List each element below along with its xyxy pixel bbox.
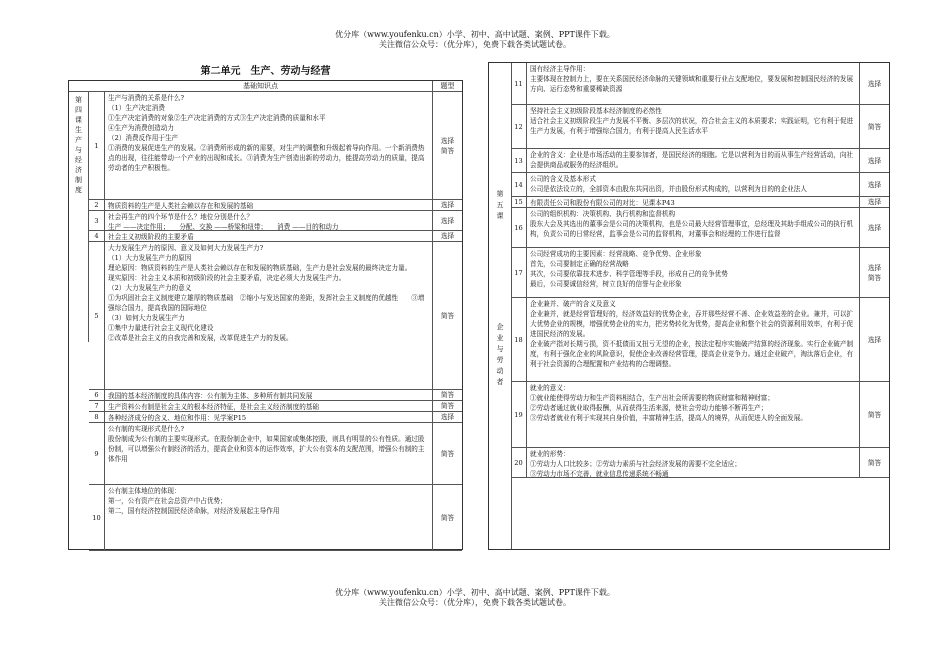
- content-line: 公有制主体地位的体现：: [108, 487, 181, 495]
- row-content: [105, 231, 432, 241]
- question-type: 选择: [859, 298, 889, 381]
- content-line: ①就业能使得劳动力和生产资料相结合，生产出社会所需要的物质财富和精神财富；: [530, 394, 774, 402]
- content-line: 公司的含义及基本形式: [530, 175, 596, 183]
- row-content: [527, 208, 859, 247]
- question-type: 简答: [432, 242, 462, 389]
- content-line: 物质资料的生产是人类社会赖以存在和发展的基础: [108, 202, 254, 210]
- content-line: 理论原因：物质资料的生产是人类社会赖以存在和发展的物质基础，生产力是社会发展的最终决定力量。: [108, 264, 412, 272]
- content-line: 第一，公有资产在社会总资产中占优势；: [108, 497, 227, 505]
- content-line: （1）大力发展生产力的原因: [108, 254, 192, 262]
- question-type: 简答: [432, 485, 462, 550]
- content-line: 坚持社会主义初级阶段基本经济制度的必然性: [530, 107, 662, 115]
- right-table: [488, 62, 890, 550]
- content-line: 生产与消费的关系是什么?: [108, 94, 185, 102]
- row-number: 19: [511, 382, 527, 447]
- row-number: 14: [511, 173, 527, 196]
- row-number: 18: [511, 298, 527, 381]
- content-line: 其次，公司要依靠技术进步、科学管理等手段，形成自己的竞争优势: [530, 270, 728, 278]
- question-type: 选择 简答: [859, 248, 889, 297]
- row-number: 7: [89, 401, 105, 411]
- right-row-12: [511, 105, 889, 149]
- content-line: 国有经济主导作用：: [530, 65, 590, 73]
- header-knowledge: 基础知识点: [243, 82, 278, 90]
- header-type: 题型: [432, 81, 462, 91]
- top-header-line1: 优分库（www.youfenku.cn）小学、初中、高中试题、案例、PPT课件下载。: [335, 30, 615, 39]
- row-number: 17: [511, 248, 527, 297]
- row-number: 2: [89, 200, 105, 210]
- left-unit-text: 第四课生产与经济制度: [74, 96, 83, 196]
- content-line: （1）生产决定消费: [108, 104, 165, 112]
- row-number: 13: [511, 149, 527, 172]
- row-content: [105, 211, 432, 230]
- question-type: 选择: [432, 200, 462, 210]
- left-row-3: [89, 211, 462, 231]
- left-row-1: [89, 92, 462, 200]
- top-header: [0, 30, 950, 50]
- right-row-20: [511, 448, 889, 478]
- row-content: [527, 149, 859, 172]
- content-line: ①集中力量进行社会主义现代化建设: [108, 324, 214, 332]
- content-line: ①为巩固社会主义制度建立雄厚的物质基础 ②缩小与发达国家的差距，发挥社会主义制度的优越性 ③增强综合国力，提高我国的国际地位: [108, 294, 425, 312]
- right-enterprise-text: 企业与劳动者: [496, 323, 504, 389]
- left-row-7: [89, 401, 462, 412]
- right-row-14: [511, 173, 889, 197]
- content-line: （2）消费反作用于生产: [108, 134, 179, 142]
- content-line: ①消费的发展促进生产的发展。②消费所形成的新的需要，对生产的调整和升级起着导向作用。一个新消费热点的出现，往往能带动一个产业的出现和成长。③消费为生产创造出新的劳动力，能提高劳动力的质量，提高劳动者的生产积极性。: [108, 144, 425, 172]
- right-row-19: [511, 382, 889, 448]
- left-row-9: [89, 423, 462, 485]
- left-row-10: [89, 485, 462, 551]
- content-line: 最后，公司要诚信经营，树立良好的信誉与企业形象: [530, 280, 682, 288]
- bottom-header-line1: 优分库（www.youfenku.cn）小学、初中、高中试题、案例、PPT课件下载。: [335, 588, 615, 597]
- right-row-18: [511, 298, 889, 382]
- row-number: 8: [89, 412, 105, 422]
- question-type: 简答: [859, 382, 889, 447]
- row-content: [105, 200, 432, 210]
- content-line: （2）大力发展生产力的意义: [108, 284, 192, 292]
- content-line: 首先，公司要制定正确的经营战略: [530, 260, 629, 268]
- content-line: 大力发展生产力的原因、意义及如何大力发展生产力?: [108, 244, 264, 252]
- left-table: [68, 80, 463, 550]
- right-row-16: [511, 208, 889, 248]
- content-line: 企业的含义：企业是市场活动的主要参加者，是国民经济的细胞。它是以营利为目的而从事生产经营活动，向社会提供商品或服务的经济组织。: [530, 151, 854, 169]
- row-content: [527, 248, 859, 297]
- content-line: ③劳动者就业有利于实现其自身价值，丰富精神生活，提高人的境界，从而促进人的全面发展。: [530, 414, 807, 422]
- question-type: 简答: [432, 390, 462, 400]
- row-number: 12: [511, 105, 527, 148]
- left-row-8: [89, 412, 462, 423]
- content-line: 我国的基本经济制度的具体内容：公有制为主体、多种所有制共同发展: [108, 392, 313, 400]
- content-line: ①生产决定消费的对象②生产决定消费的方式③生产决定消费的质量和水平: [108, 114, 326, 122]
- content-line: 公司经营成功的主要因素：经营战略、竞争优势、企业形象: [530, 250, 702, 258]
- left-unit-label: [69, 92, 89, 342]
- row-number: 9: [89, 423, 105, 484]
- question-type: 简答: [859, 448, 889, 477]
- question-type: 选择 简答: [432, 92, 462, 199]
- content-line: 现实原因：社会主义本质和初级阶段的社会主要矛盾，决定必须大力发展生产力。: [108, 274, 346, 282]
- left-row-5: [89, 242, 462, 390]
- row-content: [527, 197, 859, 207]
- content-line: 有限责任公司和股份有限公司的对比：见课本P43: [530, 199, 675, 207]
- row-content: [105, 242, 432, 389]
- content-line: 社会再生产的四个环节是什么？地位分别是什么？: [108, 213, 254, 221]
- row-content: [105, 485, 432, 550]
- content-line: 生产 ——决定作用； 分配、交换 ——桥梁和纽带； 消费 ——目的和动力: [108, 223, 339, 230]
- content-line: 第二，国有经济控制国民经济命脉，对经济发展起主导作用: [108, 507, 280, 515]
- right-unit-text: 第五课: [496, 190, 504, 223]
- content-line: 就业的形势：: [530, 450, 570, 458]
- document-title: 第二单元 生产、劳动与经营: [200, 66, 331, 77]
- row-content: [527, 63, 859, 104]
- content-line: 企业破产指对长期亏损，资不抵债而又扭亏无望的企业，按法定程序实施破产结算的经济现象。实行企业破产制度，有利于强化企业的风险意识，促使企业改善经营管理，提高企业竞争力。通过企业破产，淘汰落后企业，有利于社会资源的合理配置和产业结构的合理调整。: [530, 340, 854, 368]
- top-header-line2: 关注微信公众号：（优分库），免费下载各类试题试卷。: [379, 40, 571, 49]
- row-number: 4: [89, 231, 105, 241]
- right-row-15: [511, 197, 889, 208]
- bottom-header-line2: 关注微信公众号：（优分库），免费下载各类试题试卷。: [379, 598, 571, 607]
- question-type: 选择: [859, 149, 889, 172]
- content-line: ④生产为消费创造动力: [108, 124, 174, 132]
- content-line: 公有制的实现形式是什么?: [108, 425, 185, 433]
- content-line: 各种经济成分的含义、地位和作用：见学案P15: [108, 414, 247, 422]
- row-content: [527, 173, 859, 196]
- question-type: 简答: [859, 105, 889, 148]
- row-content: [105, 412, 432, 422]
- question-type: 选择: [432, 231, 462, 241]
- question-type: 选择: [859, 197, 889, 207]
- content-line: ③劳动力市场不完善，就业信息传递系统不畅通: [530, 470, 669, 477]
- content-line: 生产资料公有制是社会主义的根本经济特征，是社会主义经济制度的基础: [108, 403, 319, 411]
- row-content: [105, 423, 432, 484]
- bottom-header: [0, 588, 950, 608]
- row-content: [527, 448, 859, 477]
- content-line: 公司是依法设立的，全部资本由股东共同出资，并由股份形式构成的，以营利为目的的企业法人: [530, 185, 807, 193]
- content-line: 公司的组织机构：决策机构、执行机构和监督机构: [530, 210, 676, 218]
- left-row-6: [89, 390, 462, 401]
- content-line: 社会主义初级阶段的主要矛盾: [108, 233, 194, 241]
- question-type: 选择: [432, 211, 462, 230]
- content-line: ①劳动力人口比较多；②劳动力素质与社会经济发展的需要不完全适应；: [530, 460, 741, 468]
- row-number: 10: [89, 485, 105, 550]
- row-content: [527, 105, 859, 148]
- row-content: [527, 298, 859, 381]
- content-line: 主要体现在控制力上，要在关系国民经济命脉的关键领域和重要行业占支配地位，要发展和控制国民经济的发展方向、运行态势和重要稀缺资源: [530, 75, 854, 93]
- question-type: 选择: [859, 208, 889, 247]
- question-type: 简答: [432, 401, 462, 411]
- question-type: 简答: [432, 423, 462, 484]
- content-line: 股东大会及其选出的董事会是公司的决策机构，也是公司最大经营管理事宜，总经理及其助手组成公司的执行机构，负责公司的日常经营，监事会是公司的监督机构，对董事会和经理的工作进行监督: [530, 220, 854, 238]
- row-number: 3: [89, 211, 105, 230]
- question-type: 选择: [859, 63, 889, 104]
- content-line: 股份制成为公有制的主要实现形式。在股份制企业中，如果国家或集体控股，则具有明显的公有性质。通过股份制，可以增强公有制经济的活力，提高企业和资本的运作效率，扩大公有资本的支配范围，增强公有制的主体作用: [108, 435, 425, 463]
- row-number: 20: [511, 448, 527, 477]
- row-number: 6: [89, 390, 105, 400]
- right-row-13: [511, 149, 889, 173]
- row-number: 5: [89, 242, 105, 389]
- row-number: 16: [511, 208, 527, 247]
- content-line: ②改革是社会主义的自我完善和发展，改革促进生产力的发展。: [108, 334, 293, 342]
- left-table-header: [69, 81, 462, 92]
- left-row-4: [89, 231, 462, 242]
- content-line: （3）如何大力发展生产力: [108, 314, 185, 322]
- row-number: 15: [511, 197, 527, 207]
- row-content: [527, 382, 859, 447]
- left-row-2: [89, 200, 462, 211]
- row-content: [105, 390, 432, 400]
- content-line: ②劳动者通过就业取得报酬，从而获得生活来源，使社会劳动力能够不断再生产；: [530, 404, 768, 412]
- question-type: 选择: [432, 412, 462, 422]
- right-row-11: [511, 63, 889, 105]
- right-enterprise-label: [489, 323, 511, 433]
- right-unit-label: [489, 160, 511, 280]
- right-row-17: [511, 248, 889, 298]
- content-line: 企业兼并、破产的含义及意义: [530, 300, 616, 308]
- row-content: [105, 92, 432, 199]
- content-line: 适合社会主义初级阶段生产力发展不平衡、多层次的状况，符合社会主义的本质要求；实践证明，它有利于促进生产力发展，有利于增强综合国力，有利于提高人民生活水平: [530, 117, 854, 135]
- content-line: 就业的意义：: [530, 384, 570, 392]
- row-number: 1: [89, 92, 105, 199]
- row-number: 11: [511, 63, 527, 104]
- content-line: 企业兼并，就是经营管理好的，经济效益好的优势企业，吞并那些经营不善、企业效益差的企业。兼并，可以扩大优势企业的规模，增强优势企业的实力，把劣势转化为优势，提高企业和整个社会的资源利用效率，有利于促进国民经济的发展。: [530, 310, 854, 338]
- row-content: [105, 401, 432, 411]
- question-type: 选择: [859, 173, 889, 196]
